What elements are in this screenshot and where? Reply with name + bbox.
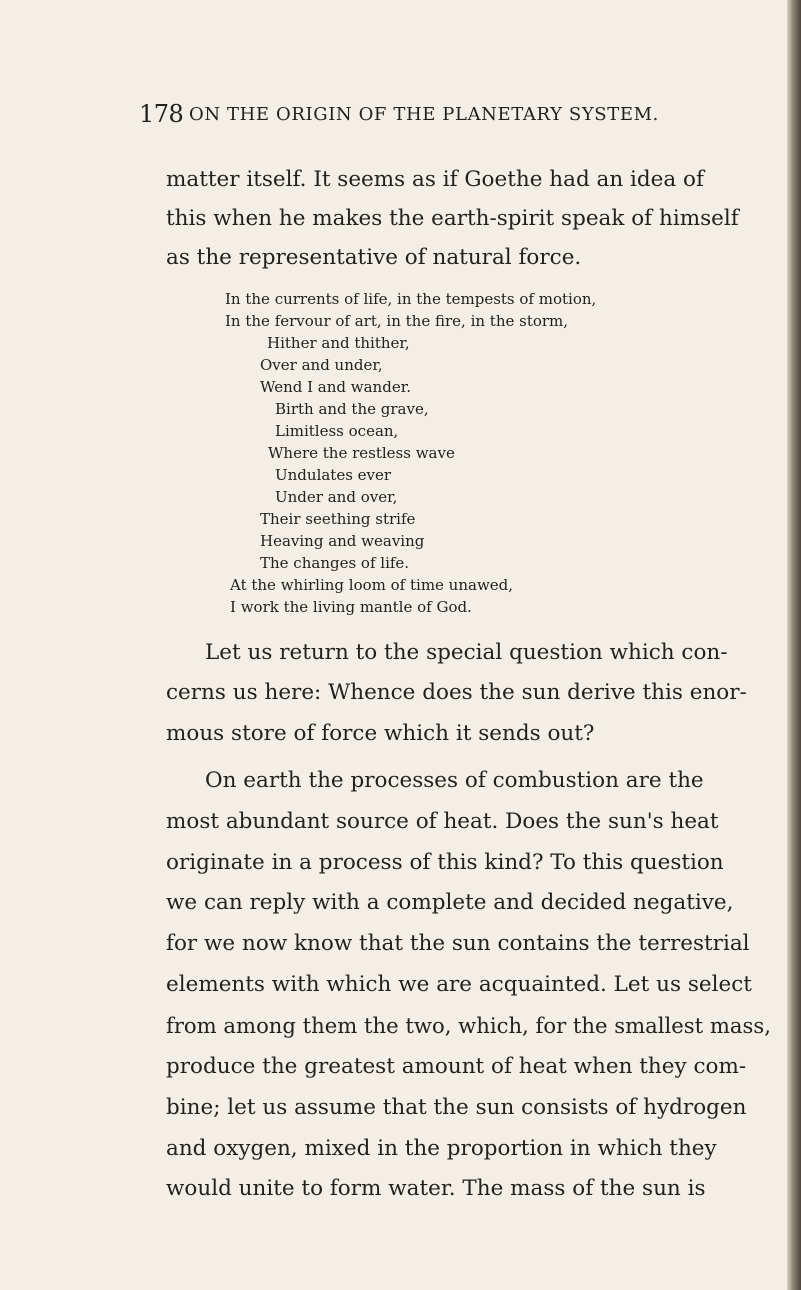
paragraph-3-line-5: for we now know that the sun contains the terrestrial — [166, 931, 750, 956]
verse-line-4: Over and under, — [260, 356, 383, 374]
paragraph-3-line-7: from among them the two, which, for the smallest mass, — [166, 1013, 771, 1038]
verse-line-1: In the currents of life, in the tempests of motion, — [225, 290, 597, 308]
verse-line-10: Under and over, — [275, 488, 398, 506]
verse-line-14: At the whirling loom of time unawed, — [230, 576, 514, 594]
verse-line-3: Hither and thither, — [267, 334, 410, 352]
paragraph-2-line-2: cerns us here: Whence does the sun derive this enor- — [166, 680, 747, 705]
paragraph-3-line-1: On earth the processes of combustion are the — [205, 768, 704, 793]
verse-line-15: I work the living mantle of God. — [230, 598, 472, 616]
running-head — [139, 100, 739, 132]
paragraph-2-line-1: Let us return to the special question which con- — [205, 640, 728, 665]
running-title: ON THE ORIGIN OF THE PLANETARY SYSTEM. — [189, 104, 659, 125]
verse-line-2: In the fervour of art, in the fire, in the storm, — [225, 312, 569, 330]
intro-line-1: matter itself. It seems as if Goethe had an idea of — [166, 167, 704, 192]
verse-line-13: The changes of life. — [260, 554, 410, 572]
paragraph-3-line-6: elements with which we are acquainted. Let us select — [166, 972, 752, 997]
verse-line-5: Wend I and wander. — [260, 378, 411, 396]
paragraph-3-line-9: bine; let us assume that the sun consists of hydrogen — [166, 1095, 747, 1120]
verse-line-11: Their seething strife — [260, 510, 416, 528]
verse-line-7: Limitless ocean, — [275, 422, 399, 440]
verse-line-9: Undulates ever — [275, 466, 392, 484]
paragraph-3-line-8: produce the greatest amount of heat when they com- — [166, 1054, 747, 1079]
paragraph-3-line-11: would unite to form water. The mass of the sun is — [166, 1176, 706, 1201]
page-number: 178 — [139, 100, 184, 128]
intro-line-3: as the representative of natural force. — [166, 245, 582, 270]
paragraph-3-line-2: most abundant source of heat. Does the sun's heat — [166, 809, 719, 834]
paragraph-3-line-3: originate in a process of this kind? To this question — [166, 850, 724, 875]
verse-line-6: Birth and the grave, — [275, 400, 429, 418]
page-edge — [787, 0, 801, 1290]
paragraph-3-line-10: and oxygen, mixed in the proportion in which they — [166, 1136, 717, 1161]
paragraph-3-line-4: we can reply with a complete and decided negative, — [166, 890, 734, 915]
verse-line-8: Where the restless wave — [268, 444, 455, 462]
paragraph-2-line-3: mous store of force which it sends out? — [166, 721, 595, 746]
verse-line-12: Heaving and weaving — [260, 532, 425, 550]
intro-line-2: this when he makes the earth-spirit speak of himself — [166, 206, 739, 231]
